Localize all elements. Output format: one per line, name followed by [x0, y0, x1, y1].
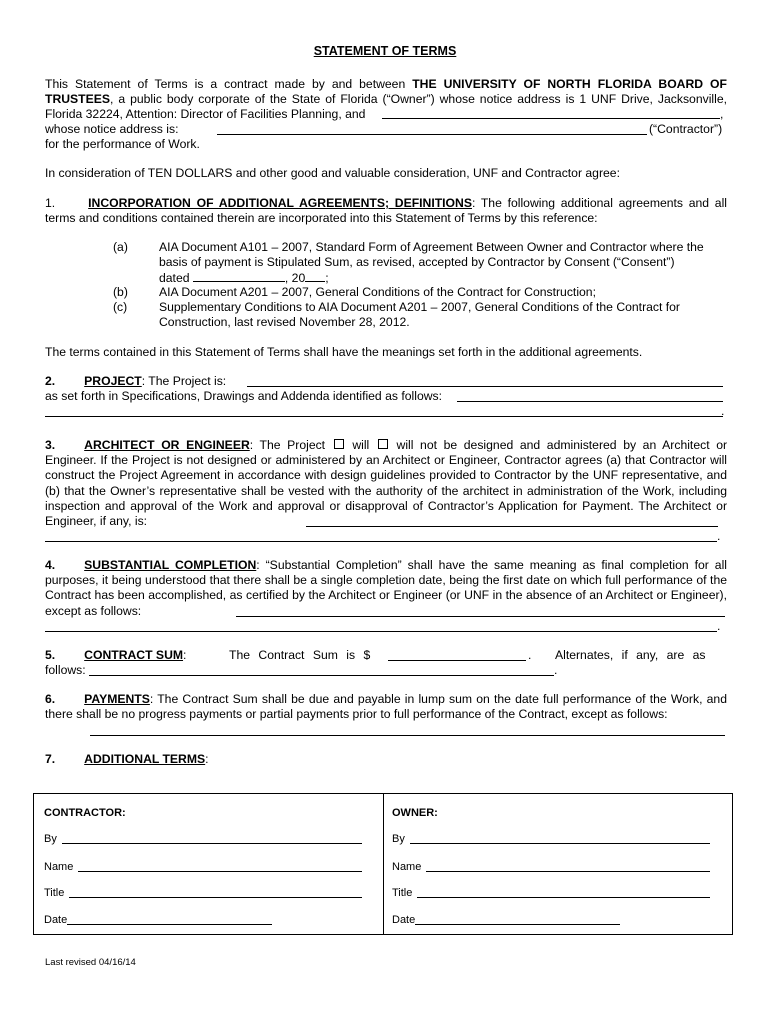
contractor-address-line[interactable] [217, 134, 647, 135]
payments-line[interactable] [90, 735, 725, 736]
intro-paragraph [45, 77, 727, 123]
section-1-text: : The following additional agreements and all terms and conditions contained therein are incorporated into this Statement of Terms by this reference: [45, 196, 727, 226]
signature-divider [383, 794, 384, 934]
section-7 [45, 752, 209, 767]
section-2 [45, 374, 226, 389]
section-1 [45, 196, 727, 226]
party-name: THE UNIVERSITY OF NORTH FLORIDA BOARD OF TRUSTEES [45, 77, 727, 107]
item-c-text: Supplementary Conditions to AIA Document A201 – 2007, General Conditions of the Contract for Construction, last revised November 28, 2012. [159, 300, 680, 330]
year-prefix: , 20 [284, 271, 306, 286]
intro-text-4: for the performance of Work. [45, 137, 200, 151]
item-b-text: AIA Document A201 – 2007, General Conditions of the Contract for Construction; [159, 285, 596, 299]
section-4 [45, 558, 727, 619]
contractor-name-line[interactable] [382, 118, 720, 119]
section-3 [45, 438, 727, 529]
will-not-checkbox[interactable] [378, 439, 388, 449]
contractor-heading: CONTRACTOR: [44, 807, 126, 819]
period: . [554, 663, 558, 677]
section-7-colon: : [205, 752, 209, 766]
section-6-heading: PAYMENTS [84, 692, 150, 706]
section-1-number: 1. [45, 196, 56, 210]
owner-by-line[interactable] [410, 843, 710, 844]
section-3-body: will not be designed and administered by an Architect or Engineer. If the Project is not designed or administered by an Architect or Engineer, Contractor agrees (a) that Contractor will construct the Project Agreement in accordance with design guidelines provided to Contractor by the UNF representative, and (b) that the Owner’s representative shall be vested with the authority of the architect in administration of the Work, including inspection and approval of the Work and approval or disapproval of Contractor’s Application for Payment. The Architect or Engineer, if any, is: [45, 438, 728, 529]
alternates-line[interactable] [89, 675, 554, 676]
period: . [717, 619, 721, 633]
intro-text-2: , a public body corporate of the State of Florida (“Owner”) whose notice address is 1 UNF Drive, Jacksonville, Florida 32224, Attention: Director of Facilities Planning, and [45, 92, 727, 122]
section-2-heading: PROJECT [84, 374, 142, 388]
semicolon: ; [325, 271, 329, 286]
section-5-colon: : [183, 648, 187, 662]
project-line[interactable] [247, 386, 723, 387]
contractor-date-line[interactable] [67, 924, 272, 925]
section-6-text: : The Contract Sum shall be due and payable in lump sum on the date full performance of the Work, and there shall be no progress payments or partial payments prior to full performance of the Contract, except as follows: [45, 692, 727, 722]
item-c-label: (c) [113, 300, 128, 314]
section-4-text: : “Substantial Completion” shall have the same meaning as final completion for all purposes, it being understood that there shall be a single completion date, being the first date on which full performance of the Contract has been accomplished, as certified by the Architect or Engineer (or UNF in the absence of an Architect or Engineer), except as follows: [45, 558, 728, 618]
section-1-heading: INCORPORATION OF ADDITIONAL AGREEMENTS; DEFINITIONS [88, 196, 472, 210]
section-4-number: 4. [45, 558, 56, 572]
contractor-title-line[interactable] [69, 897, 362, 898]
contractor-by-label: By [44, 833, 57, 845]
period: . [528, 648, 532, 662]
owner-title-label: Title [392, 887, 413, 899]
item-a-label: (a) [113, 240, 128, 254]
contractor-by-line[interactable] [62, 843, 362, 844]
will-label: will [352, 438, 370, 452]
section-4-heading: SUBSTANTIAL COMPLETION [84, 558, 257, 572]
architect-line[interactable] [306, 526, 718, 527]
completion-exception-line[interactable] [236, 616, 725, 617]
section-3-heading: ARCHITECT OR ENGINEER [84, 438, 250, 452]
section-3-number: 3. [45, 438, 56, 452]
section-5 [45, 648, 186, 663]
item-b-label: (b) [113, 285, 128, 299]
intro-text: This Statement of Terms is a contract made by and between [45, 77, 413, 91]
contractor-name-line[interactable] [78, 871, 362, 872]
will-checkbox[interactable] [334, 439, 344, 449]
owner-heading: OWNER: [392, 807, 438, 819]
contractor-title-label: Title [44, 887, 65, 899]
consideration-text: In consideration of TEN DOLLARS and other good and valuable consideration, UNF and Contractor agree: [45, 166, 620, 180]
last-revised-footer: Last revised 04/16/14 [45, 957, 136, 968]
follows-label: follows: [45, 663, 86, 677]
signature-block [33, 793, 733, 935]
owner-name-line[interactable] [426, 871, 710, 872]
section-7-number: 7. [45, 752, 56, 766]
section-3-text: : The Project [249, 438, 326, 452]
comma: , [720, 107, 724, 121]
dated-label: dated [159, 271, 190, 286]
specs-line[interactable] [457, 401, 723, 402]
section-5-heading: CONTRACT SUM [84, 648, 184, 662]
item-a [159, 240, 725, 287]
contract-sum-label: The Contract Sum is $ [229, 648, 371, 662]
contractor-date-label: Date [44, 914, 68, 926]
alternates-label: Alternates, if any, are as [555, 648, 706, 662]
owner-date-label: Date [392, 914, 416, 926]
terms-meanings-text: The terms contained in this Statement of Terms shall have the meanings set forth in the additional agreements. [45, 345, 643, 359]
contractor-label: (“Contractor”) [649, 122, 723, 136]
dated-line[interactable] [193, 270, 285, 282]
section-6-number: 6. [45, 692, 56, 706]
notice-address-label: whose notice address is: [45, 122, 179, 136]
year-line[interactable] [305, 270, 325, 282]
owner-title-line[interactable] [417, 897, 710, 898]
document-title: STATEMENT OF TERMS [313, 44, 457, 58]
completion-exception-line-2[interactable] [45, 631, 717, 632]
project-specs-text: as set forth in Specifications, Drawings and Addenda identified as follows: [45, 389, 442, 403]
owner-by-label: By [392, 833, 405, 845]
owner-name-label: Name [392, 861, 422, 873]
contract-sum-line[interactable] [388, 660, 526, 661]
owner-date-line[interactable] [415, 924, 620, 925]
section-5-number: 5. [45, 648, 56, 662]
architect-line-2[interactable] [45, 541, 717, 542]
contractor-name-label: Name [44, 861, 74, 873]
section-2-number: 2. [45, 374, 56, 388]
item-a-text: AIA Document A101 – 2007, Standard Form of Agreement Between Owner and Contractor where the basis of payment is Stipulated Sum, as revised, accepted by Contractor by Consent (“Consent”) [159, 240, 704, 270]
specs-line-2[interactable] [45, 416, 723, 417]
section-2-text: : The Project is: [141, 374, 227, 388]
period: . [717, 529, 721, 543]
section-7-heading: ADDITIONAL TERMS [84, 752, 206, 766]
period: . [721, 404, 725, 418]
section-6 [45, 692, 727, 722]
